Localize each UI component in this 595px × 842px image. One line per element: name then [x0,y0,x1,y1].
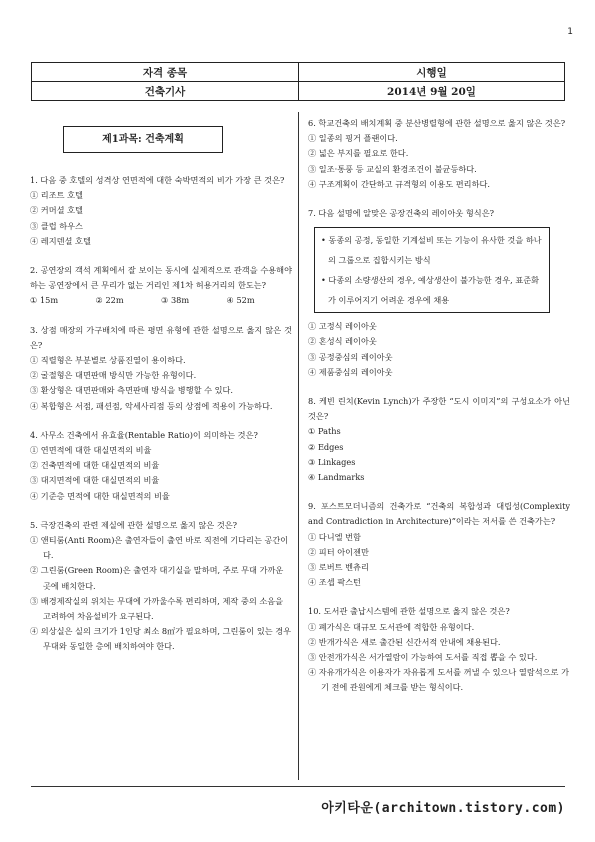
header-value-subject: 건축기사 [32,82,299,101]
answer-option: ③ 클럽 하우스 [30,220,83,231]
answer-option: ④ 구조계획이 간단하고 규격형의 이용도 편리하다. [308,178,490,189]
answer-option: ④ 기준층 면적에 대한 대실면적의 비율 [30,490,170,501]
answer-option: ② 피터 아이젠만 [308,546,369,557]
answer-option: ④ 자유개가식은 이용자가 자유롭게 도서를 꺼낼 수 있으나 열람석으로 가기 전에 관원에게 체크를 받는 형식이다. [308,667,569,693]
answer-options [30,188,292,249]
question-stem: 7. 다음 설명에 알맞은 공장건축의 레이아웃 형식은? [308,208,494,219]
answer-option: ① 연면적에 대한 대실면적의 비율 [30,445,152,456]
subject-title-box: 제1과목: 건축계획 [63,126,223,153]
answer-option: ② 커머셜 호텔 [30,205,83,216]
answer-option: ③ 환상형은 대면판매와 측면판매 방식을 병행할 수 있다. [30,385,234,396]
answer-option: ① 15m [30,295,59,306]
answer-option: ④ 52m [226,295,255,306]
question-stem: 4. 사무소 건축에서 유효율(Rentable Ratio)이 의미하는 것은? [30,429,258,440]
answer-options [308,424,570,485]
answer-option: ① 직렬형은 부분별로 상품진열이 용이하다. [30,355,186,366]
answer-option: ② 그린룸(Green Room)은 출연자 대기실을 말하며, 주로 무대 가까운 곳에 배치한다. [30,565,284,591]
answer-options [308,319,570,380]
answer-options [30,353,292,414]
answer-option: ① 다니엘 번함 [308,531,361,542]
answer-option: ② 22m [95,295,124,306]
question-stem: 5. 극장건축의 관련 제실에 관한 설명으로 옳지 않은 것은? [30,519,238,530]
header-label-subject: 자격 종목 [32,63,299,82]
answer-option: ③ 공정중심의 레이아웃 [308,351,393,362]
answer-option: ① Paths [308,426,341,437]
answer-option: ② 건축면적에 대한 대실면적의 비율 [30,460,160,471]
question [308,394,570,485]
answer-option: ④ 제품중심의 레이아웃 [308,366,393,377]
right-column [308,114,570,696]
answer-option: ③ 일조·통풍 등 교실의 환경조건이 불균등하다. [308,163,477,174]
question-list-right [308,116,570,696]
answer-option: ③ 대지면적에 대한 대실면적의 비율 [30,475,160,486]
question-stem: 1. 다음 중 호텔의 성격상 연면적에 대한 숙박면적의 비가 가장 큰 것은? [30,175,285,185]
info-bullet: • 동종의 공정, 동일한 기계설비 또는 기능이 유사한 것을 하나의 그룹으로 집합시키는 방식 [321,235,542,266]
answer-option: ① 고정식 레이아웃 [308,321,377,332]
page-number: 1 [567,27,573,37]
answer-options [308,131,570,192]
answer-option: ④ 조셉 팍스턴 [308,577,361,588]
question-stem: 10. 도서관 출납시스템에 관한 설명으로 옳지 않은 것은? [308,606,510,617]
question [30,263,292,309]
column-divider [298,112,299,780]
question [30,173,292,249]
answer-option: ③ Linkages [308,456,356,467]
answer-option: ③ 로버트 벤츄리 [308,562,369,573]
answer-option: ④ 복합형은 서점, 패션점, 악세사리점 등의 상점에 적용이 가능하다. [30,400,273,411]
question-stem: 6. 학교건축의 배치계획 중 분산병렬형에 관한 설명으로 옳지 않은 것은? [308,118,566,128]
question [308,116,570,192]
question [308,206,570,380]
answer-option: ② 반개가식은 새로 출간된 신간서적 안내에 채용된다. [308,636,501,647]
answer-options [308,530,570,591]
header-label-date: 시행일 [299,63,565,82]
exam-header-table [31,62,565,101]
question-stem: 8. 케빈 린치(Kevin Lynch)가 주장한 “도시 이미지”의 구성요소가 아닌 것은? [308,396,570,422]
question [30,428,292,504]
info-bullet: • 다종의 소량생산의 경우, 예상생산이 불가능한 경우, 표준화가 이루어지기 어려운 경우에 채용 [321,275,540,306]
answer-option: ② 굴절형은 대면판매 방식만 가능한 유형이다. [30,370,197,381]
question [308,604,570,695]
answer-option: ① 앤티룸(Anti Room)은 출연자들이 출연 바로 직전에 기다리는 공간이다. [30,535,289,561]
answer-option: ② 혼성식 레이아웃 [308,336,377,347]
header-value-date: 2014년 9월 20일 [299,82,565,101]
question [308,499,570,590]
answer-options [308,620,570,696]
answer-options [30,443,292,504]
answer-option: ② Edges [308,441,344,452]
answer-option: ④ 의상실은 실의 크기가 1인당 최소 8㎡가 필요하며, 그린룸이 있는 경우 무대와 동일한 층에 배치하여야 한다. [30,626,292,652]
answer-option: ③ 안전개가식은 서가열람이 가능하여 도서를 직접 뽑을 수 있다. [308,652,538,663]
question [30,323,292,414]
answer-option: ④ 레지덴셜 호텔 [30,235,91,246]
answer-options [30,293,292,308]
answer-option: ② 넓은 부지를 필요로 한다. [308,148,409,159]
answer-options [30,533,292,655]
left-column [30,114,292,655]
footer-site: 아키타운(architown.tistory.com) [321,801,565,816]
question-stem: 9. 포스트모더니즘의 건축가로 “건축의 복합성과 대립성(Complexity and Contradiction in Architecture)”이라는 저서를 쓴 건축가는? [308,501,570,527]
answer-option: ③ 배경제작실의 위치는 무대에 가까울수록 편리하며, 제작 중의 소음을 고려하여 차음설비가 요구된다. [30,595,284,622]
question-stem: 3. 상점 매장의 가구배치에 따른 평면 유형에 관한 설명으로 옳지 않은 것은? [30,324,292,350]
answer-option: ④ Landmarks [308,472,365,483]
answer-option: ① 폐가식은 대규모 도서관에 적합한 유형이다. [308,621,475,632]
answer-option: ① 리조트 호텔 [30,190,83,201]
question-list-left [30,173,292,655]
question [30,518,292,655]
answer-option: ① 일종의 핑거 플랜이다. [308,133,398,144]
question-stem: 2. 공연장의 객석 계획에서 잘 보이는 동시에 실제적으로 관객을 수용해야 하는 공연장에서 큰 무리가 없는 거리인 제1차 허용거리의 한도는? [30,265,292,291]
footer-divider [31,786,565,787]
question-info-box [314,227,550,313]
answer-option: ③ 38m [161,295,190,306]
